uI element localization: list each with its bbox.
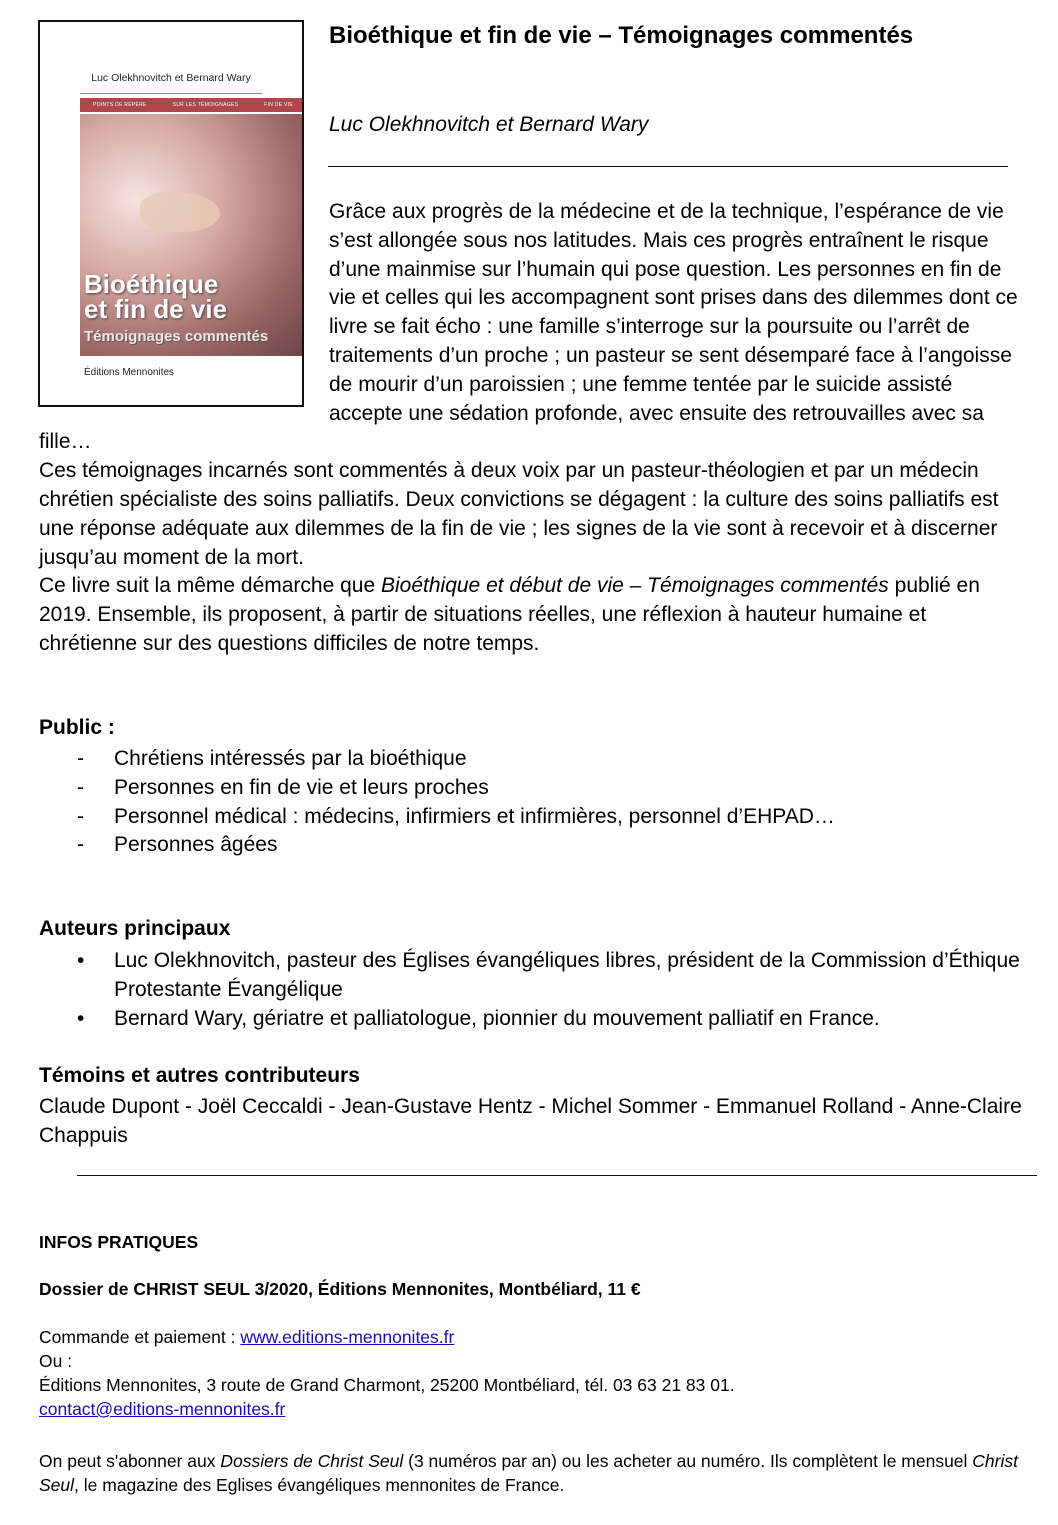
authors-heading: Auteurs principaux — [39, 917, 231, 940]
bullet-marker: • — [77, 949, 85, 972]
list-item-text: Chrétiens intéressés par la bioéthique — [114, 747, 467, 770]
divider — [328, 166, 1008, 167]
subscription-info — [39, 1450, 1044, 1497]
order-label: Commande et paiement : — [39, 1327, 241, 1347]
description-paragraph: Grâce aux progrès de la médecine et de la technique, l’espérance de vie s’est allongée sous nos latitudes. Mais ces progrès entraînent le risque d’une mainmise sur l’humain qui pose question. Les personnes en fin de vie et celles qui les accompagnent sont prises dans des dilemmes dont ce livre se fait écho : une famille s’interroge sur la poursuite ou l’arrêt de traitements d’un proche ; un pasteur se sent désemparé face à l’angoisse de mourir d’un paroissien ; une femme tentée par le suicide assisté accepte une sédation profonde, avec ensuite des retrouvailles avec sa fille… — [39, 200, 1018, 454]
cover-title-line: Bioéthique — [84, 269, 219, 299]
list-item — [39, 947, 1034, 1005]
list-item — [39, 1005, 1034, 1034]
cover-wrap-space — [39, 198, 329, 426]
cover-band-label: SUR LES TÉMOIGNAGES — [172, 102, 239, 108]
list-item — [39, 745, 1039, 774]
website-link[interactable]: www.editions-mennonites.fr — [240, 1327, 455, 1347]
infos-heading: INFOS PRATIQUES — [39, 1232, 199, 1252]
list-item-text: Personnel médical : médecins, infirmiers et infirmières, personnel d’EHPAD… — [114, 804, 835, 828]
list-item — [39, 831, 1039, 860]
list-item-text: Bernard Wary, gériatre et palliatologue, pionnier du mouvement palliatif en France. — [114, 1006, 880, 1030]
cover-band — [80, 98, 304, 112]
email-link[interactable]: contact@editions-mennonites.fr — [39, 1399, 286, 1419]
or-line: Ou : — [39, 1351, 73, 1371]
public-heading: Public : — [39, 716, 115, 739]
book-authors: Luc Olekhnovitch et Bernard Wary — [329, 113, 649, 136]
public-list — [39, 745, 1039, 860]
list-item-text: Luc Olekhnovitch, pasteur des Églises évangéliques libres, président de la Commission d’Éthique Protestante Évangélique — [114, 949, 1020, 1001]
page-title: Bioéthique et fin de vie – Témoignages commentés — [329, 22, 914, 49]
authors-list — [39, 947, 1034, 1033]
list-item — [39, 803, 1039, 832]
description — [39, 198, 1024, 659]
cover-band-label: POINTS DE REPÈRE — [92, 102, 147, 108]
order-line — [39, 1326, 454, 1350]
witnesses-heading: Témoins et autres contributeurs — [39, 1064, 360, 1087]
email-line — [39, 1398, 285, 1422]
description-paragraph: Ces témoignages incarnés sont commentés à deux voix par un pasteur-théologien et par un médecin chrétien spécialiste des soins palliatifs. Deux convictions se dégagent : la culture des soins palliatifs est une réponse adéquate aux dilemmes de la fin de vie ; les signes de la vie sont à recevoir et à discerner jusqu’au moment de la mort. — [39, 459, 999, 569]
dash-marker: - — [77, 775, 84, 799]
cover-rule — [80, 93, 262, 94]
description-paragraph — [39, 572, 1024, 658]
list-item-text: Personnes âgées — [114, 833, 278, 857]
publication-name: Dossiers de Christ Seul — [220, 1451, 404, 1471]
list-item — [39, 774, 1039, 803]
text-run: publié en 2019. Ensemble, ils proposent, à partir de situations réelles, une réflexion à hauteur humaine et chrétienne sur des questions difficiles de notre temps. — [39, 574, 980, 655]
bullet-marker: • — [77, 1006, 85, 1030]
text-run: , le magazine des Eglises évangéliques mennonites de France. — [74, 1474, 565, 1495]
cover-subtitle: Témoignages commentés — [84, 328, 269, 345]
dossier-info: Dossier de CHRIST SEUL 3/2020, Éditions Mennonites, Montbéliard, 11 € — [39, 1279, 641, 1299]
cover-title-line: et fin de vie — [84, 294, 228, 324]
book-reference: Bioéthique et début de vie – Témoignages commentés — [380, 574, 889, 598]
divider — [77, 1175, 1037, 1176]
text-run: On peut s'abonner aux — [39, 1451, 221, 1471]
list-item-text: Personnes en fin de vie et leurs proches — [114, 775, 489, 799]
text-run: (3 numéros par an) ou les acheter au numéro. Ils complètent le mensuel — [403, 1451, 973, 1471]
dash-marker: - — [77, 747, 84, 770]
address-line: Éditions Mennonites, 3 route de Grand Charmont, 25200 Montbéliard, tél. 03 63 21 83 01. — [39, 1375, 735, 1395]
dash-marker: - — [77, 804, 84, 828]
text-run: Ce livre suit la même démarche que — [39, 574, 381, 598]
cover-authors: Luc Olekhnovitch et Bernard Wary — [91, 72, 251, 84]
cover-publisher: Éditions Mennonites — [84, 367, 175, 378]
witnesses-list: Claude Dupont - Joël Ceccaldi - Jean-Gustave Hentz - Michel Sommer - Emmanuel Rolland - Anne-Claire Chappuis — [39, 1095, 1022, 1147]
cover-band-label: FIN DE VIE — [264, 102, 294, 108]
publication-name: Christ Seul — [39, 1451, 1018, 1495]
dash-marker: - — [77, 833, 84, 857]
